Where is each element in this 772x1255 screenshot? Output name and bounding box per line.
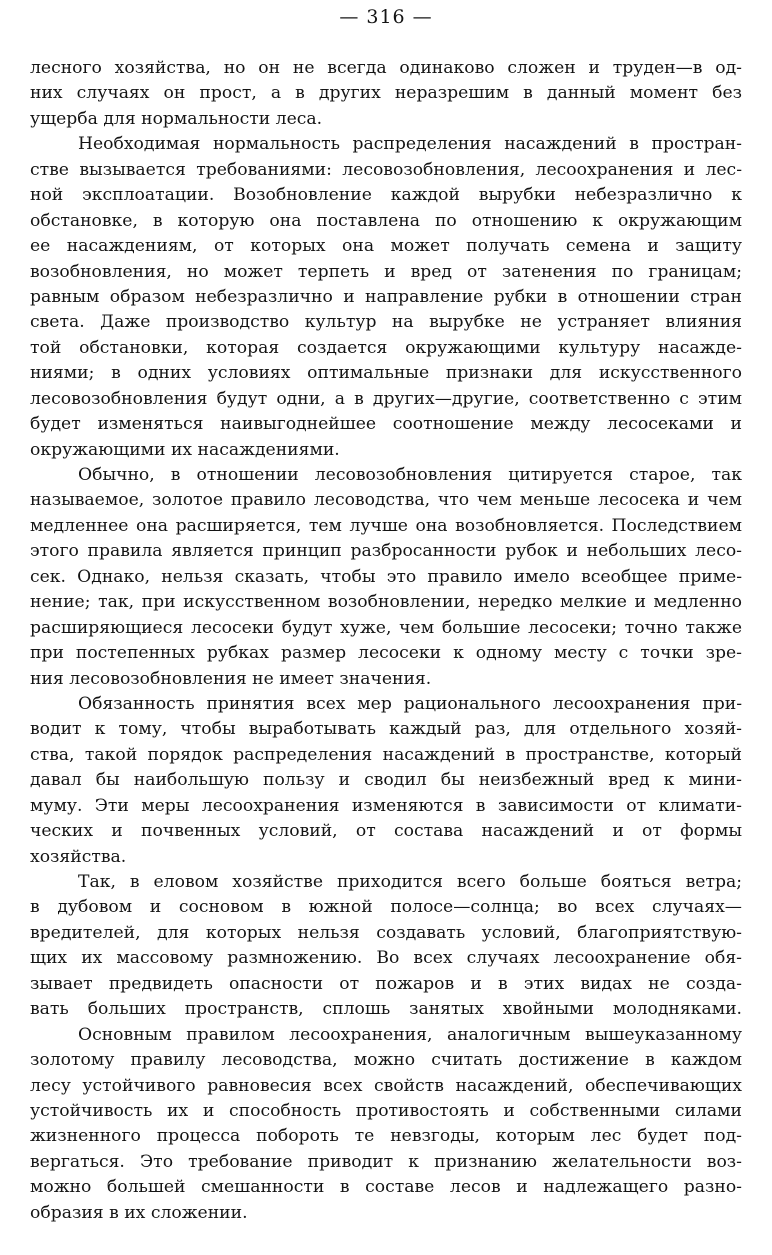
text-line: вать больших пространств, сплошь занятых хвойными молодняками. [30, 999, 742, 1020]
text-line: стве вызывается требованиями: лесовозобновления, лесоохранения и лес- [30, 159, 742, 180]
text-line: щих их массовому размножению. Во всех случаях лесоохранение обя- [30, 948, 742, 969]
text-line: ниями; в одних условиях оптимальные признаки для искусственного [30, 363, 742, 384]
text-line: возобновления, но может терпеть и вред от затенения по границам; [30, 261, 742, 282]
text-line: той обстановки, которая создается окружающими культуру насажде- [30, 337, 742, 358]
text-line: давал бы наибольшую пользу и сводил бы неизбежный вред к мини- [30, 770, 742, 791]
text-line: расширяющиеся лесосеки будут хуже, чем большие лесосеки; точно также [30, 617, 742, 638]
text-line: лесовозобновления будут одни, а в других—другие, соответственно с этим [30, 388, 742, 409]
text-line: в дубовом и сосновом в южной полосе—солнца; во всех случаях— [30, 897, 742, 918]
text-line: ства, такой порядок распределения насаждений в пространстве, который [30, 744, 742, 765]
text-line: будет изменяться наивыгоднейшее соотношение между лесосеками и [30, 414, 742, 435]
paragraph-first-line: Обычно, в отношении лесовозобновления цитируется старое, так [78, 465, 742, 485]
text-line: золотому правилу лесоводства, можно считать достижение в каждом [30, 1050, 742, 1071]
text-line: жизненного процесса побороть те невзгоды, которым лес будет под- [30, 1126, 742, 1147]
text-line: хозяйства. [30, 846, 127, 867]
text-line: лесного хозяйства, но он не всегда одинаково сложен и труден—в од- [30, 58, 742, 78]
text-line: вергаться. Это требование приводит к признанию желательности воз- [30, 1151, 742, 1172]
text-line: обстановке, в которую она поставлена по отношению к окружающим [30, 210, 742, 231]
text-line: вредителей, для которых нельзя создавать условий, благоприятствую- [30, 922, 742, 943]
paragraph-first-line: Необходимая нормальность распределения насаждений в простран- [78, 134, 742, 155]
text-line: можно большей смешанности в составе лесов и надлежащего разно- [30, 1177, 742, 1198]
text-line: лесу устойчивого равновесия всех свойств насаждений, обеспечивающих [30, 1075, 742, 1096]
text-line: сек. Однако, нельзя сказать, чтобы это правило имело всеобщее приме- [30, 566, 742, 587]
text-line: ее насаждениям, от которых она может получать семена и защиту [30, 236, 742, 257]
text-line: устойчивость их и способность противостоять и собственными силами [30, 1100, 742, 1121]
text-line: ной эксплоатации. Возобновление каждой вырубки небезразлично к [30, 185, 742, 206]
body-text [30, 56, 742, 1226]
text-line: при постепенных рубках размер лесосеки к одному месту с точки зре- [30, 643, 742, 664]
text-line: медленнее она расширяется, тем лучше она возобновляется. Последствием [30, 515, 742, 536]
text-line: нение; так, при искусственном возобновлении, нередко мелкие и медленно [30, 592, 742, 613]
text-line: них случаях он прост, а в других неразрешим в данный момент без [30, 83, 742, 104]
paragraph-first-line: Обязанность принятия всех мер рационального лесоохранения при- [78, 693, 742, 714]
page-number: — 316 — [339, 6, 433, 28]
text-line: равным образом небезразлично и направление рубки в отношении стран [30, 286, 742, 307]
text-line: называемое, золотое правило лесоводства, что чем меньше лесосека и чем [30, 490, 742, 511]
text-line: водит к тому, чтобы выработывать каждый раз, для отдельного хозяй- [30, 719, 742, 740]
text-line: света. Даже производство культур на вырубке не устраняет влияния [30, 312, 742, 333]
text-line: зывает предвидеть опасности от пожаров и в этих видах не созда- [30, 973, 742, 994]
text-line: ния лесовозобновления не имеет значения. [30, 668, 432, 689]
text-line: образия в их сложении. [30, 1202, 248, 1223]
paragraph-first-line: Основным правилом лесоохранения, аналогичным вышеуказанному [78, 1024, 742, 1045]
text-line: муму. Эти меры лесоохранения изменяются в зависимости от климати- [30, 795, 742, 816]
paragraph-first-line: Так, в еловом хозяйстве приходится всего больше бояться ветра; [78, 872, 742, 892]
text-line: этого правила является принцип разбросанности рубок и небольших лесо- [30, 541, 742, 562]
text-line: ческих и почвенных условий, от состава насаждений и от формы [30, 821, 742, 842]
text-line: окружающими их насаждениями. [30, 439, 340, 460]
text-line: ущерба для нормальности леса. [30, 108, 323, 129]
